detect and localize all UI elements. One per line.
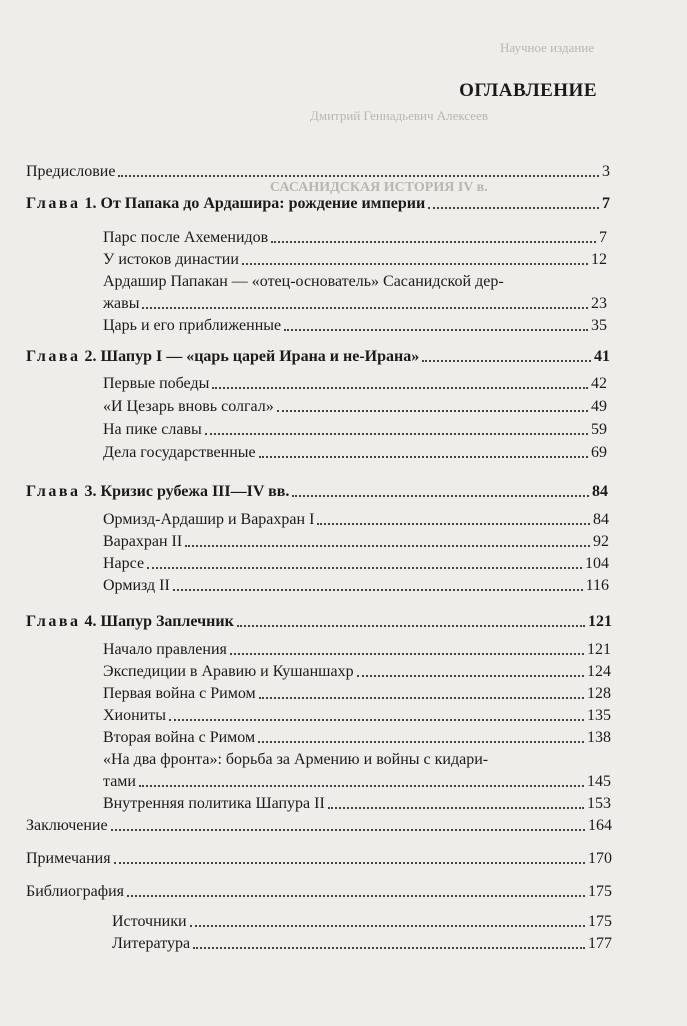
chapter-page: 84	[592, 483, 608, 500]
dot-leader	[317, 522, 590, 525]
section-page: 116	[585, 577, 609, 594]
dot-leader	[111, 828, 585, 831]
section-label: Вторая война с Римом	[103, 729, 256, 746]
toc-section	[103, 640, 611, 660]
section-page: 177	[588, 935, 612, 952]
toc-section	[112, 912, 612, 932]
chapter-3-heading	[26, 482, 608, 502]
dot-leader	[271, 240, 596, 243]
toc-section	[103, 397, 607, 417]
section-label: Ормизд II	[103, 577, 170, 594]
toc-section	[103, 684, 611, 704]
section-label: «И Цезарь вновь солгал»	[103, 398, 274, 415]
dot-leader	[173, 588, 583, 591]
section-label: Начало правления	[103, 641, 227, 658]
dot-leader	[284, 328, 588, 331]
toc-section	[103, 554, 609, 574]
toc-section	[103, 662, 611, 682]
section-page: 153	[587, 795, 611, 812]
toc-section	[103, 576, 609, 596]
section-label: У истоков династии	[103, 251, 239, 268]
section-page: 69	[591, 444, 607, 461]
toc-section	[103, 772, 611, 792]
chapter-title: Шапур Заплечник	[100, 613, 234, 630]
dot-leader	[139, 784, 584, 787]
section-label: жавы	[103, 295, 140, 312]
section-page: 121	[587, 641, 611, 658]
toc-section	[103, 420, 607, 440]
chapter-number: 4.	[84, 613, 97, 630]
chapter-page: 41	[594, 348, 610, 365]
chapter-title: От Папака до Ардашира: рождение империи	[100, 195, 426, 212]
chapter-number: 2.	[84, 348, 97, 365]
chapter-title: Шапур I — «царь царей Ирана и не-Ирана»	[100, 348, 420, 365]
section-page: 7	[599, 229, 607, 246]
dot-leader	[259, 455, 588, 458]
dot-leader	[193, 946, 585, 949]
bibliography-label: Библиография	[26, 883, 124, 900]
toc-bibliography	[26, 882, 612, 902]
section-page: 145	[587, 773, 611, 790]
dot-leader	[205, 432, 588, 435]
dot-leader	[212, 386, 588, 389]
section-label: Первые победы	[103, 375, 210, 392]
section-page: 12	[591, 251, 607, 268]
bleed-through-header: Научное издание	[500, 40, 595, 55]
toc-conclusion	[26, 816, 612, 836]
toc-section	[103, 532, 609, 552]
toc-section	[103, 728, 611, 748]
section-page: 175	[588, 913, 612, 930]
toc-title: ОГЛАВЛЕНИЕ	[459, 80, 597, 101]
section-page: 49	[591, 398, 607, 415]
section-label: Царь и его приближенные	[103, 317, 282, 334]
chapter-prefix: Глава	[26, 195, 81, 212]
chapter-1-heading	[26, 194, 610, 214]
dot-leader	[357, 674, 584, 677]
dot-leader	[292, 494, 589, 497]
section-page: 104	[585, 555, 609, 572]
section-label: Источники	[112, 913, 187, 930]
dot-leader	[230, 652, 584, 655]
section-page: 59	[591, 421, 607, 438]
bleed-through-heading: САСАНИДСКАЯ ИСТОРИЯ IV в.	[270, 180, 488, 195]
chapter-2-heading	[26, 347, 610, 367]
section-label: Внутренняя политика Шапура II	[103, 795, 325, 812]
toc-section	[103, 510, 609, 530]
bleed-through-subheader: Дмитрий Геннадьевич Алексеев	[310, 108, 488, 123]
notes-page: 170	[588, 850, 612, 867]
toc-section	[103, 250, 607, 270]
dot-leader	[422, 359, 591, 362]
toc-section	[103, 794, 611, 814]
chapter-page: 121	[588, 613, 612, 630]
dot-leader	[127, 894, 585, 897]
preface-page: 3	[602, 163, 610, 180]
bibliography-page: 175	[588, 883, 612, 900]
chapter-page: 7	[602, 195, 610, 212]
chapter-prefix: Глава	[26, 613, 81, 630]
dot-leader	[147, 566, 582, 569]
section-page: 138	[587, 729, 611, 746]
section-label: Хиониты	[103, 707, 166, 724]
chapter-number: 1.	[84, 195, 97, 212]
dot-leader	[190, 924, 585, 927]
section-page: 35	[591, 317, 607, 334]
section-label: Экспедиции в Аравию и Кушаншахр	[103, 663, 354, 680]
dot-leader	[118, 174, 599, 177]
section-label: Литература	[112, 935, 191, 952]
section-page: 128	[587, 685, 611, 702]
dot-leader	[142, 306, 588, 309]
section-page: 135	[587, 707, 611, 724]
section-label: Нарсе	[103, 555, 145, 572]
section-page: 92	[593, 533, 609, 550]
dot-leader	[237, 624, 585, 627]
section-label: тами	[103, 773, 136, 790]
dot-leader	[259, 696, 584, 699]
toc-section	[103, 294, 607, 314]
conclusion-label: Заключение	[26, 817, 108, 834]
chapter-number: 3.	[84, 483, 97, 500]
chapter-prefix: Глава	[26, 483, 81, 500]
section-label: Парс после Ахеменидов	[103, 229, 269, 246]
dot-leader	[114, 861, 585, 864]
dot-leader	[428, 206, 599, 209]
section-label: На пике славы	[103, 421, 202, 438]
toc-section	[103, 443, 607, 463]
toc-notes	[26, 849, 612, 869]
section-label: Ормизд-Ардашир и Варахран I	[103, 511, 315, 528]
section-page: 42	[591, 375, 607, 392]
section-page: 124	[587, 663, 611, 680]
toc-section	[103, 374, 607, 394]
chapter-4-heading	[26, 612, 612, 632]
section-page: 84	[593, 511, 609, 528]
section-label-line1: Ардашир Папакан — «отец-основатель» Сасанидской дер-	[103, 273, 504, 290]
preface-label: Предисловие	[26, 163, 116, 180]
dot-leader	[169, 718, 584, 721]
section-label: Варахран II	[103, 533, 183, 550]
dot-leader	[277, 409, 588, 412]
dot-leader	[242, 262, 588, 265]
notes-label: Примечания	[26, 850, 111, 867]
conclusion-page: 164	[588, 817, 612, 834]
chapter-prefix: Глава	[26, 348, 81, 365]
dot-leader	[258, 740, 584, 743]
dot-leader	[328, 806, 584, 809]
section-page: 23	[591, 295, 607, 312]
toc-section	[103, 228, 607, 248]
section-label: Первая война с Римом	[103, 685, 256, 702]
chapter-title: Кризис рубежа III—IV вв.	[100, 483, 290, 500]
toc-section	[112, 934, 612, 954]
section-label-line1: «На два фронта»: борьба за Армению и войны с кидари-	[103, 751, 489, 768]
toc-section	[103, 316, 607, 336]
section-label: Дела государственные	[103, 444, 256, 461]
dot-leader	[185, 544, 590, 547]
toc-preface	[26, 162, 610, 182]
toc-section	[103, 706, 611, 726]
